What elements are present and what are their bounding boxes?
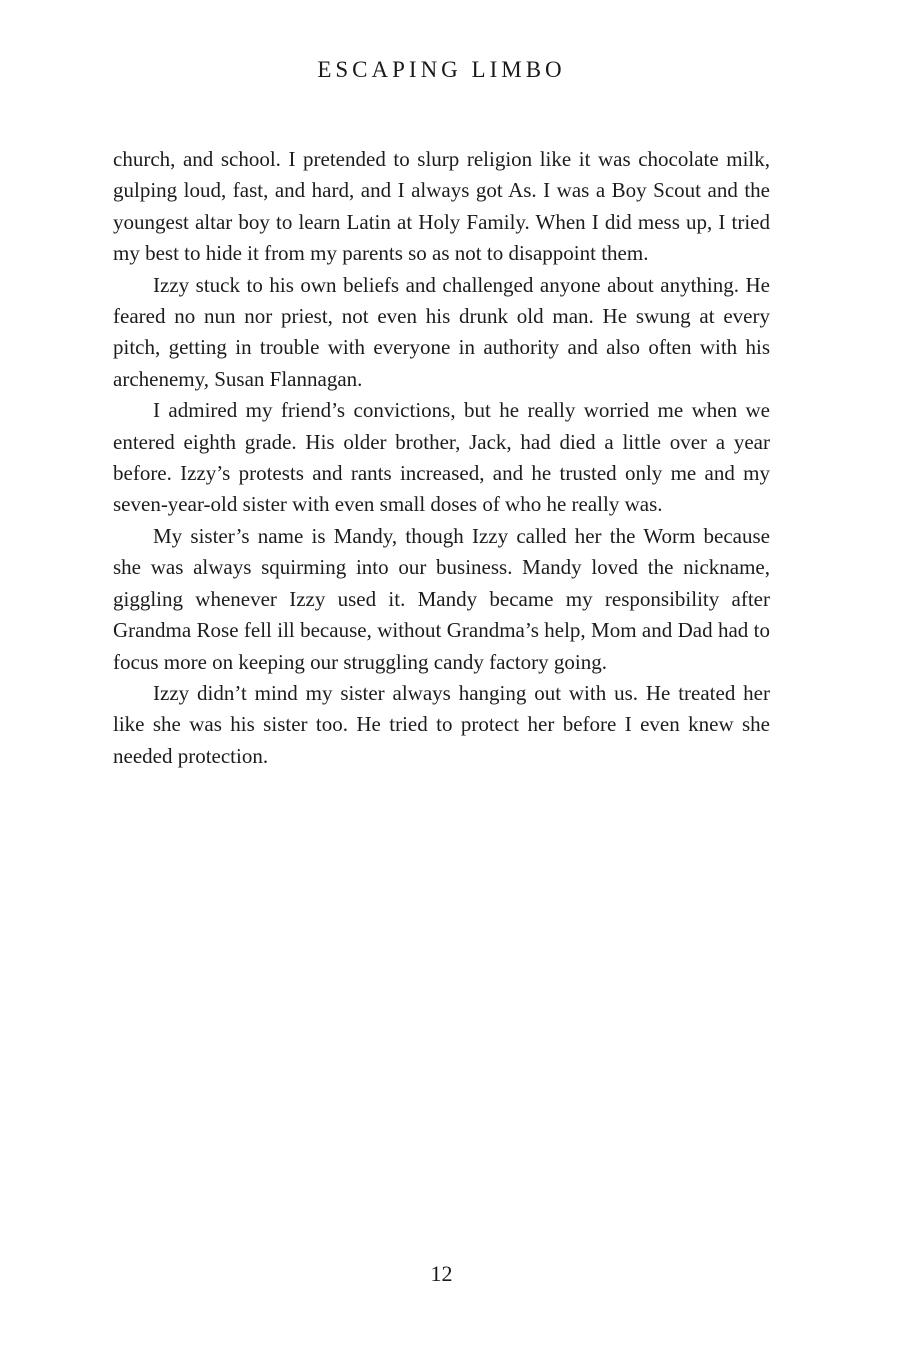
paragraph: church, and school. I pretended to slurp religion like it was chocolate milk, gulping loud, fast, and hard, and I always got As. I was a Boy Scout and the youngest altar boy to learn Latin at Holy Family. When I did mess up, I tried my best to hide it from my parents so as not to disappoint them. — [113, 147, 770, 266]
paragraph: Izzy stuck to his own beliefs and challenged anyone about anything. He feared no nun nor priest, not even his drunk old man. He swung at every pitch, getting in trouble with everyone in authority and also often with his archenemy, Susan Flannagan. — [113, 272, 770, 391]
paragraph: Izzy didn’t mind my sister always hanging out with us. He treated her like she was his sister too. He tried to protect her before I even knew she needed protection. — [113, 680, 770, 768]
paragraph: My sister’s name is Mandy, though Izzy called her the Worm because she was always squirming into our business. Mandy loved the nickname, giggling whenever Izzy used it. Mandy became my responsibility after Grandma Rose fell ill because, without Grandma’s help, Mom and Dad had to focus more on keeping our struggling candy factory going. — [113, 523, 770, 674]
paragraph: I admired my friend’s convictions, but he really worried me when we entered eighth grade. His older brother, Jack, had died a little over a year before. Izzy’s protests and rants increased, and he trusted only me and my seven-year-old sister with even small doses of who he really was. — [113, 398, 770, 517]
body-text-block — [113, 144, 770, 772]
page-number: 12 — [430, 1261, 453, 1286]
running-header: ESCAPING LIMBO — [317, 57, 566, 82]
